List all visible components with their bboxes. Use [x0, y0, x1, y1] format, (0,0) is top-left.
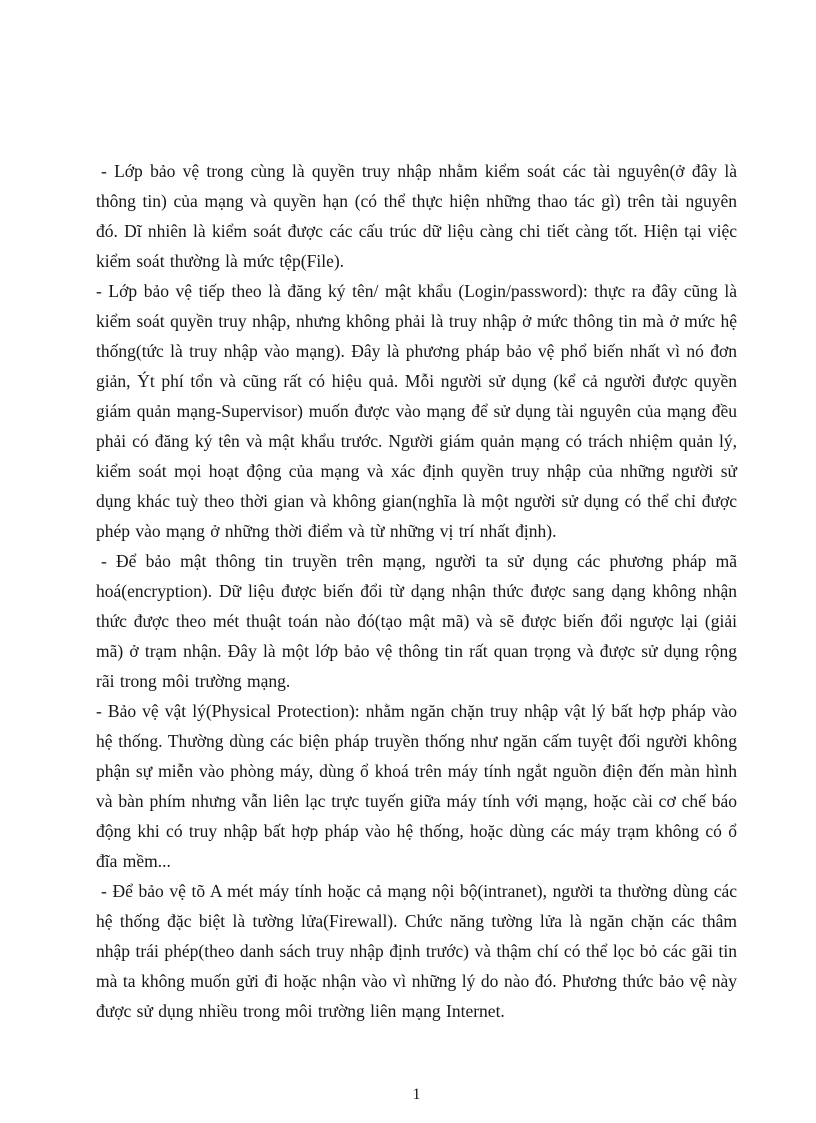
paragraph-firewall-layer: - Để bảo vệ tõ A mét máy tính hoặc cả mạng nội bộ(intranet), người ta thường dùng các hệ thống đặc biệt là tường lửa(Firewall). Chức năng tường lửa là ngăn chặn các thâm nhập trái phép(theo danh sách truy nhập định trước) và thậm chí có thể lọc bỏ các gãi tin mà ta không muốn gửi đi hoặc nhận vào vì những lý do nào đó. Phương thức bảo vệ này được sử dụng nhiều trong môi trường liên mạng Internet.	[96, 881, 737, 1021]
page-number: 1	[412, 1086, 421, 1103]
paragraph-access-control-layer: - Lớp bảo vệ trong cùng là quyền truy nhập nhằm kiểm soát các tài nguyên(ở đây là thông tin) của mạng và quyền hạn (có thể thực hiện những thao tác gì) trên tài nguyên đó. Dĩ nhiên là kiểm soát được các cấu trúc dữ liệu càng chi tiết càng tốt. Hiện tại việc kiểm soát thường là mức tệp(File).	[96, 161, 737, 271]
paragraph-physical-protection-layer: - Bảo vệ vật lý(Physical Protection): nhằm ngăn chặn truy nhập vật lý bất hợp pháp vào hệ thống. Thường dùng các biện pháp truyền thống như ngăn cấm tuyệt đối người không phận sự miễn vào phòng máy, dùng ổ khoá trên máy tính ngắt nguồn điện đến màn hình và bàn phím nhưng vẫn liên lạc trực tuyến giữa máy tính với mạng, hoặc cài cơ chế báo động khi có truy nhập bất hợp pháp vào hệ thống, hoặc dùng các máy trạm không có ổ đĩa mềm...	[96, 701, 737, 871]
paragraph-login-password-layer: - Lớp bảo vệ tiếp theo là đăng ký tên/ mật khẩu (Login/password): thực ra đây cũng là kiểm soát quyền truy nhập, nhưng không phải là truy nhập ở mức thông tin mà ở mức hệ thống(tức là truy nhập vào mạng). Đây là phương pháp bảo vệ phổ biến nhất vì nó đơn giản, Ýt phí tổn và cũng rất có hiệu quả. Mỗi người sử dụng (kể cả người được quyền giám quản mạng-Supervisor) muốn được vào mạng để sử dụng tài nguyên của mạng đều phải có đăng ký tên và mật khẩu trước. Người giám quản mạng có trách nhiệm quản lý, kiểm soát mọi hoạt động của mạng và xác định quyền truy nhập của những người sử dụng khác tuỳ theo thời gian và không gian(nghĩa là một người sử dụng có thể chỉ được phép vào mạng ở những thời điểm và từ những vị trí nhất định).	[96, 281, 737, 541]
document-body	[96, 156, 737, 1026]
paragraph-encryption-layer: - Để bảo mật thông tin truyền trên mạng, người ta sử dụng các phương pháp mã hoá(encryption). Dữ liệu được biến đổi từ dạng nhận thức được sang dạng không nhận thức được theo mét thuật toán nào đó(tạo mật mã) và sẽ được biến đổi ngược lại (giải mã) ở trạm nhận. Đây là một lớp bảo vệ thông tin rất quan trọng và được sử dụng rộng rãi trong môi trường mạng.	[96, 551, 737, 691]
